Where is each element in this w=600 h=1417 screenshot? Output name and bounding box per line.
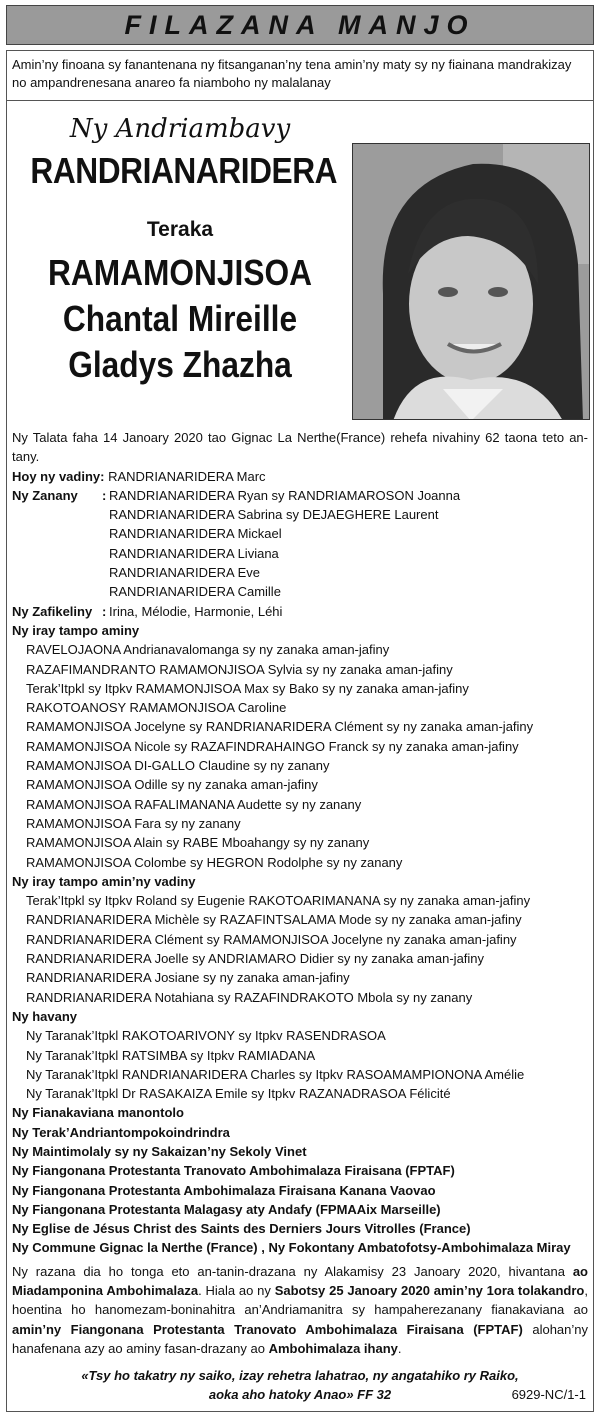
list-item: RANDRIANARIDERA Sabrina sy DEJAEGHERE Laurent	[109, 507, 439, 523]
list-item: Ny Taranak’Itpkl RANDRIANARIDERA Charles sy Itpkv RASOAMAMPIONONA Amélie	[26, 1066, 525, 1082]
section-label: Ny iray tampo amin’ny vadiny	[12, 873, 196, 889]
announcement: Ny Talata faha 14 Janoary 2020 tao Gignac La Nerthe(France) rehefa nivahiny 62 taona teto an-tany.	[12, 430, 588, 465]
funeral-details: Ny razana dia ho tonga eto an-tanin-drazana ny Alakamisy 23 Janoary 2020, hivantana ao Miadamponina Ambohimalaza. Hiala ao ny Sabotsy 25 Janoary 2020 amin’ny 1ora tolakandro, hoentina ho hanomezam-boninahitra an’Andriamanitra sy hampaherezanany fianakaviana ao amin’ny Fiangonana Protestanta Tranovato Ambohimalaza Firaisana (FPTAF) alohan’ny hanafenana azy ao aminy fasan-drazany ao Ambohimalaza ihany.	[12, 1263, 588, 1356]
organization-item: Ny Eglise de Jésus Christ des Saints des Derniers Jours Vitrolles (France)	[12, 1221, 471, 1237]
quote-line-1: «Tsy ho takatry ny saiko, izay rehetra lahatrao, ny angatahiko ry Raiko,	[81, 1368, 519, 1383]
obituary-body	[12, 428, 588, 1358]
quote-line-2: aoka aho hatoky Anao» FF 32	[208, 1387, 392, 1402]
list-item: RANDRIANARIDERA Clément sy RAMAMONJISOA Jocelyne ny zanaka aman-jafiny	[26, 931, 517, 947]
organization-item: Ny Maintimolaly sy ny Sakaizan’ny Sekoly Vinet	[12, 1143, 307, 1159]
deceased-surname: RANDRIANARIDERA	[30, 150, 338, 191]
list-item: Ny Taranak’Itpkl RATSIMBA sy Itpkv RAMIADANA	[26, 1047, 316, 1063]
list-item: Terak’Itpkl sy Itpkv Roland sy Eugenie RAKOTOARIMANANA sy ny zanaka aman-jafiny	[26, 893, 531, 909]
list-item: RAMAMONJISOA Fara sy ny zanany	[26, 815, 241, 831]
list-item: Ny Taranak’Itpkl Dr RASAKAIZA Emile sy Itpkv RAZANADRASOA Félicité	[26, 1086, 451, 1102]
children-label: Ny Zanany	[12, 487, 78, 503]
list-item: RAKOTOANOSY RAMAMONJISOA Caroline	[26, 700, 287, 716]
section-label: Ny havany	[12, 1008, 78, 1024]
children-section: Ny Zanany : RANDRIANARIDERA Ryan sy RANDRIAMAROSON Joanna RANDRIANARIDERA Sabrina sy DEJAEGHERE Laurent RANDRIANARIDERA Mickael RANDRIANARIDERA Liviana RANDRIANARIDERA Eve RANDRIANARIDERA Camille	[12, 486, 588, 602]
grandchildren-label: Ny Zafikeliny	[12, 603, 93, 619]
organization-item: Ny Fiangonana Protestanta Tranovato Ambohimalaza Firaisana (FPTAF)	[12, 1163, 455, 1179]
deceased-fullname	[22, 250, 339, 388]
organization-item: Ny Fiangonana Protestanta Ambohimalaza Firaisana Kanana Vaovao	[12, 1182, 436, 1198]
list-item: RAMAMONJISOA Nicole sy RAZAFINDRAHAINGO Franck sy ny zanaka aman-jafiny	[26, 738, 519, 754]
list-item: RAMAMONJISOA Odille sy ny zanaka aman-jafiny	[26, 777, 318, 793]
list-item: RANDRIANARIDERA Eve	[109, 565, 260, 581]
name-line-2: Chantal Mireille	[62, 298, 298, 339]
section-label: Ny iray tampo aminy	[12, 622, 140, 638]
divider	[6, 100, 594, 101]
organization-item: Ny Commune Gignac la Nerthe (France) , Ny Fokontany Ambatofotsy-Ambohimalaza Miray	[12, 1240, 571, 1256]
list-item: RANDRIANARIDERA Joelle sy ANDRIAMARO Didier sy ny zanaka aman-jafiny	[26, 951, 485, 967]
organization-item: Ny Fiangonana Protestanta Malagasy aty Andafy (FPMAAix Marseille)	[12, 1201, 441, 1217]
list-item: RAZAFIMANDRANTO RAMAMONJISOA Sylvia sy ny zanaka aman-jafiny	[26, 661, 453, 677]
bible-quote	[50, 1366, 550, 1404]
list-item: RAMAMONJISOA Jocelyne sy RANDRIANARIDERA Clément sy ny zanaka aman-jafiny	[26, 719, 534, 735]
list-item: RANDRIANARIDERA Michèle sy RAZAFINTSALAMA Mode sy ny zanaka aman-jafiny	[26, 912, 522, 928]
organization-item: Ny Terak’Andriantompokoindrindra	[12, 1124, 230, 1140]
name-line-3: Gladys Zhazha	[68, 344, 292, 385]
intro-text: Amin’ny finoana sy fanantenana ny fitsanganan’ny tena amin’ny maty sy ny fiainana mandrakizay no ampandrenesana anareo fa niamboho ny malalanay	[12, 57, 572, 90]
list-item: RANDRIANARIDERA Liviana	[109, 545, 279, 561]
list-item: Ny Taranak’Itpkl RAKOTOARIVONY sy Itpkv RASENDRASOA	[26, 1028, 386, 1044]
spouse-value: RANDRIANARIDERA Marc	[108, 468, 266, 484]
spouse-label: Hoy ny vadiny:	[12, 468, 105, 484]
list-item: RAMAMONJISOA DI-GALLO Claudine sy ny zanany	[26, 758, 330, 774]
list-item: RANDRIANARIDERA Mickael	[109, 526, 282, 542]
havany-section	[12, 1007, 588, 1103]
list-item: RANDRIANARIDERA Camille	[109, 584, 281, 600]
header-banner	[6, 5, 594, 45]
teraka-label: Teraka	[146, 218, 214, 241]
list-item: Terak’Itpkl sy Itpkv RAMAMONJISOA Max sy Bako sy ny zanaka aman-jafiny	[26, 680, 469, 696]
organizations-section	[12, 1103, 588, 1257]
organization-item: Ny Fianakaviana manontolo	[12, 1105, 184, 1121]
list-item: RAMAMONJISOA RAFALIMANANA Audette sy ny zanany	[26, 796, 362, 812]
list-item: RAMAMONJISOA Alain sy RABE Mboahangy sy ny zanany	[26, 835, 370, 851]
spouse-row	[12, 467, 588, 486]
name-line-1: RAMAMONJISOA	[47, 252, 312, 293]
grandchildren-value: Irina, Mélodie, Harmonie, Léhi	[109, 603, 283, 619]
list-item: RANDRIANARIDERA Ryan sy RANDRIAMAROSON Joanna	[109, 487, 461, 503]
list-item: RAMAMONJISOA Colombe sy HEGRON Rodolphe sy ny zanany	[26, 854, 403, 870]
list-item: RAVELOJAONA Andrianavalomanga sy ny zanaka aman-jafiny	[26, 642, 390, 658]
header-title: FILAZANA MANJO	[124, 9, 476, 40]
deceased-title: Ny Andriambavy	[69, 114, 291, 144]
grandchildren-row: Ny Zafikeliny : Irina, Mélodie, Harmonie, Léhi	[12, 602, 588, 621]
reference-code: 6929-NC/1-1	[511, 1387, 586, 1402]
list-item: RANDRIANARIDERA Notahiana sy RAZAFINDRAKOTO Mbola sy ny zanany	[26, 989, 473, 1005]
siblings-section	[12, 621, 588, 872]
spouse-siblings-section	[12, 872, 588, 1007]
portrait-photo	[352, 143, 590, 420]
list-item: RANDRIANARIDERA Josiane sy ny zanaka aman-jafiny	[26, 970, 350, 986]
